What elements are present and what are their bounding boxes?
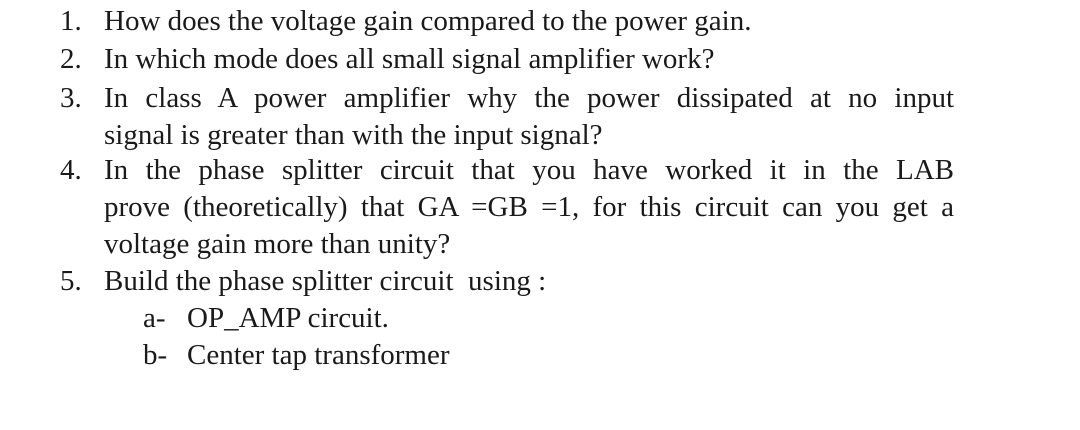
sub-item-letter: a-: [143, 302, 166, 334]
question-text-line-3: voltage gain more than unity?: [104, 228, 451, 260]
question-number: 1.: [60, 5, 82, 37]
question-text-line-2: prove (theoretically) that GA =GB =1, for this circuit can you get a: [104, 191, 954, 223]
sub-item-letter: b-: [143, 339, 168, 371]
question-text-line-1: In the phase splitter circuit that you have worked it in the LAB: [104, 154, 954, 186]
question-text: How does the voltage gain compared to the power gain.: [104, 5, 752, 37]
sub-item-text: Center tap transformer: [187, 339, 450, 371]
question-number: 5.: [60, 265, 82, 297]
question-text: In which mode does all small signal amplifier work?: [104, 43, 715, 75]
question-number: 4.: [60, 154, 82, 186]
question-text-line-2: signal is greater than with the input signal?: [104, 119, 603, 151]
question-number: 3.: [60, 82, 82, 114]
question-text-line-1: In class A power amplifier why the power dissipated at no input: [104, 82, 954, 114]
sub-item-text: OP_AMP circuit.: [187, 302, 389, 334]
question-number: 2.: [60, 43, 82, 75]
question-text: Build the phase splitter circuit using :: [104, 265, 547, 297]
